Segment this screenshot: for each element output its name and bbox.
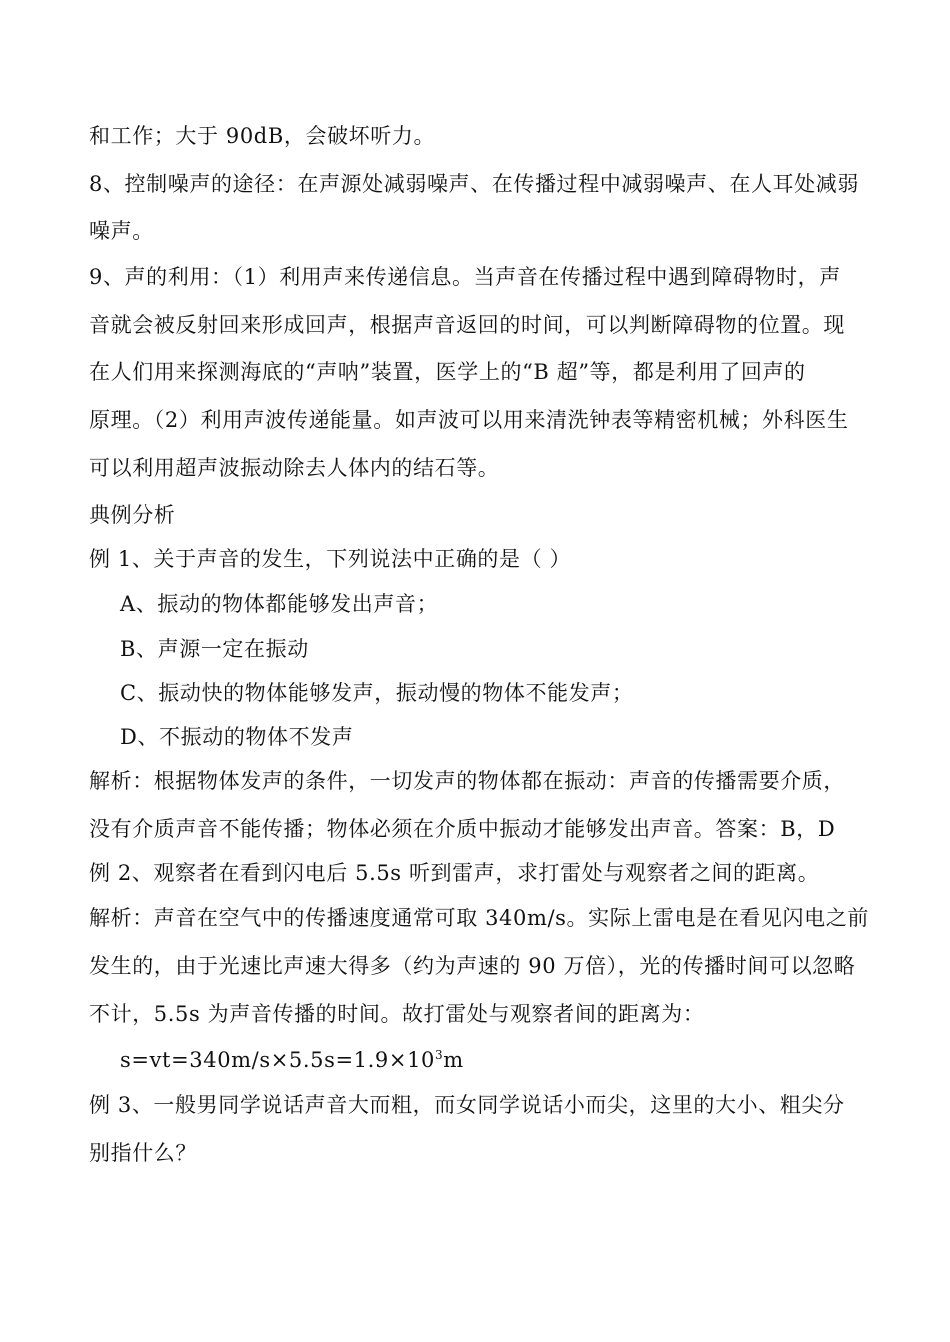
formula-unit: m [443,1048,464,1072]
formula-exponent: 3 [435,1048,444,1062]
formula-base: s=vt=340m/s×5.5s=1.9×10 [120,1048,435,1072]
option-b: B、声源一定在振动 [120,637,309,661]
text-line: 在人们用来探测海底的“声呐”装置，医学上的“B 超”等，都是利用了回声的 [89,360,806,384]
example-question: 例 2、观察者在看到闪电后 5.5s 听到雷声，求打雷处与观察者之间的距离。 [89,861,820,885]
text-line: 8、控制噪声的途径：在声源处减弱噪声、在传播过程中减弱噪声、在人耳处减弱 [89,172,859,196]
option-d: D、不振动的物体不发声 [120,725,354,749]
option-a: A、振动的物体都能够发出声音； [120,592,439,616]
text-line: 发生的，由于光速比声速大得多（约为声速的 90 万倍），光的传播时间可以忽略 [89,954,856,978]
text-line: 没有介质声音不能传播；物体必须在介质中振动才能够发出声音。答案：B，D [89,817,836,841]
text-line: 解析：声音在空气中的传播速度通常可取 340m/s。实际上雷电是在看见闪电之前 [89,906,869,930]
example-question: 例 3、一般男同学说话声音大而粗，而女同学说话小而尖，这里的大小、粗尖分 [89,1093,845,1117]
text-line: 9、声的利用：（1）利用声来传递信息。当声音在传播过程中遇到障碍物时，声 [89,265,841,289]
example-question: 例 1、关于声音的发生，下列说法中正确的是（ ） [89,547,572,571]
text-line: 噪声。 [89,219,154,243]
text-line: 别指什么？ [89,1141,197,1165]
text-line: 不计，5.5s 为声音传播的时间。故打雷处与观察者间的距离为： [89,1002,705,1026]
text-line: 和工作；大于 90dB，会破坏听力。 [89,124,436,148]
formula [120,1045,464,1075]
text-line: 原理。（2）利用声波传递能量。如声波可以用来清洗钟表等精密机械；外科医生 [89,408,849,432]
text-line: 可以利用超声波振动除去人体内的结石等。 [89,456,500,480]
text-line: 解析：根据物体发声的条件，一切发声的物体都在振动：声音的传播需要介质， [89,769,845,793]
option-c: C、振动快的物体能够发声，振动慢的物体不能发声； [120,681,634,705]
text-line: 音就会被反射回来形成回声，根据声音返回的时间，可以判断障碍物的位置。现 [89,313,845,337]
section-heading: 典例分析 [89,503,176,527]
